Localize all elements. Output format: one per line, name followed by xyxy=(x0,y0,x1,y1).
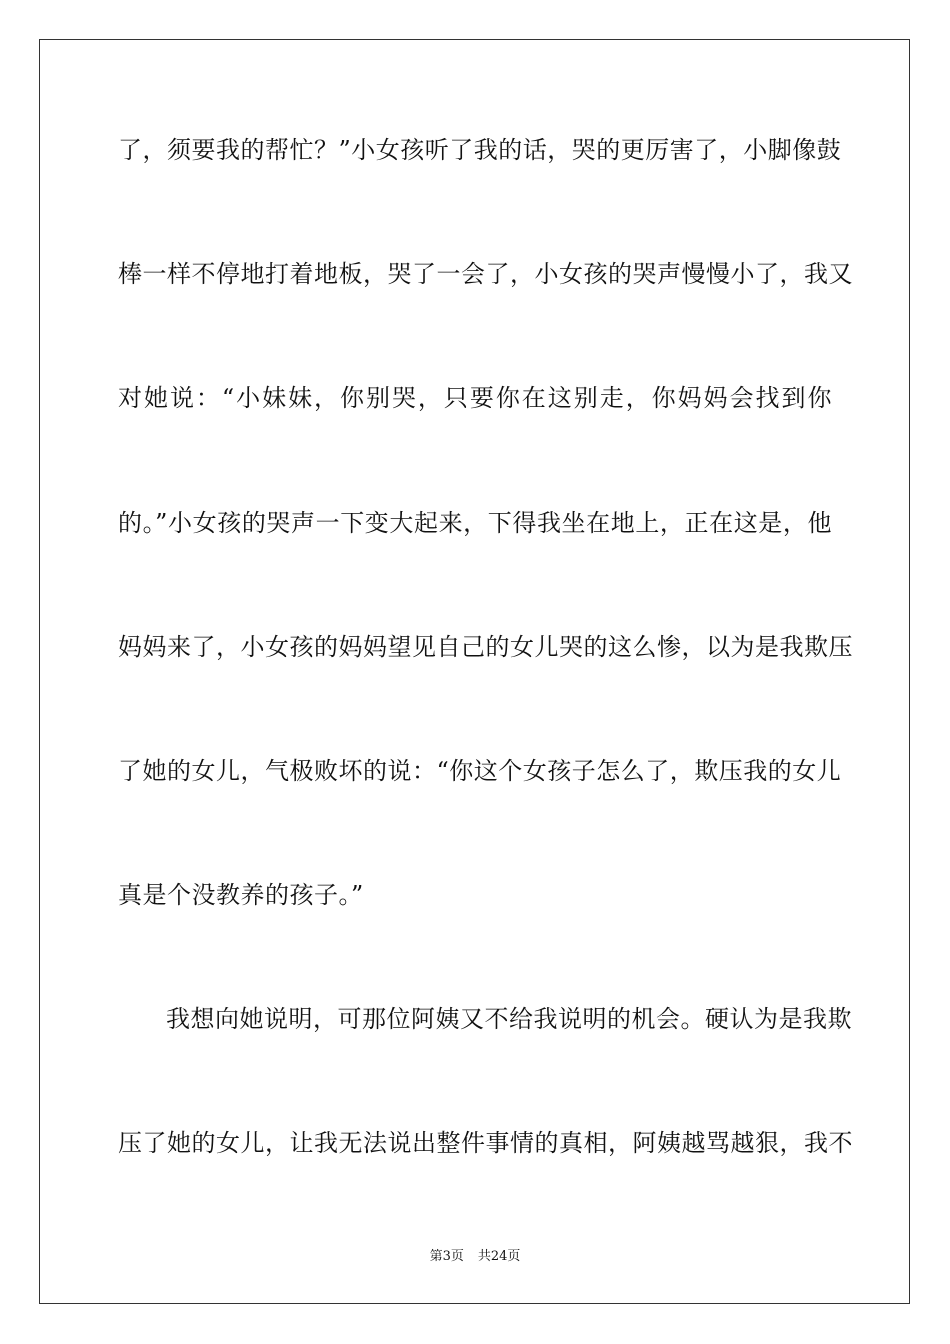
page-footer xyxy=(0,1248,950,1266)
text-line: 棒一样不停地打着地板，哭了一会了，小女孩的哭声慢慢小了，我又 xyxy=(118,260,853,288)
text-line: 了她的女儿，气极败坏的说：“你这个女孩子怎么了，欺压我的女儿 xyxy=(118,757,842,785)
page-number: 第3页 xyxy=(429,1249,464,1264)
paragraph-first-line: 我想向她说明，可那位阿姨又不给我说明的机会。硬认为是我欺 xyxy=(166,1005,852,1033)
page-border xyxy=(39,39,910,1304)
text-line: 真是个没教养的孩子。” xyxy=(118,881,364,909)
text-line: 对她说：“小妹妹，你别哭，只要你在这别走，你妈妈会找到你 xyxy=(118,384,832,412)
total-pages: 共24页 xyxy=(477,1249,521,1264)
text-line: 的。”小女孩的哭声一下变大起来，下得我坐在地上，正在这是，他 xyxy=(118,509,832,537)
text-line: 妈妈来了，小女孩的妈妈望见自己的女儿哭的这么惨，以为是我欺压 xyxy=(118,633,853,661)
text-line: 了，须要我的帮忙？”小女孩听了我的话，哭的更厉害了，小脚像鼓 xyxy=(118,136,842,164)
text-line: 压了她的女儿，让我无法说出整件事情的真相，阿姨越骂越狠，我不 xyxy=(118,1129,853,1157)
